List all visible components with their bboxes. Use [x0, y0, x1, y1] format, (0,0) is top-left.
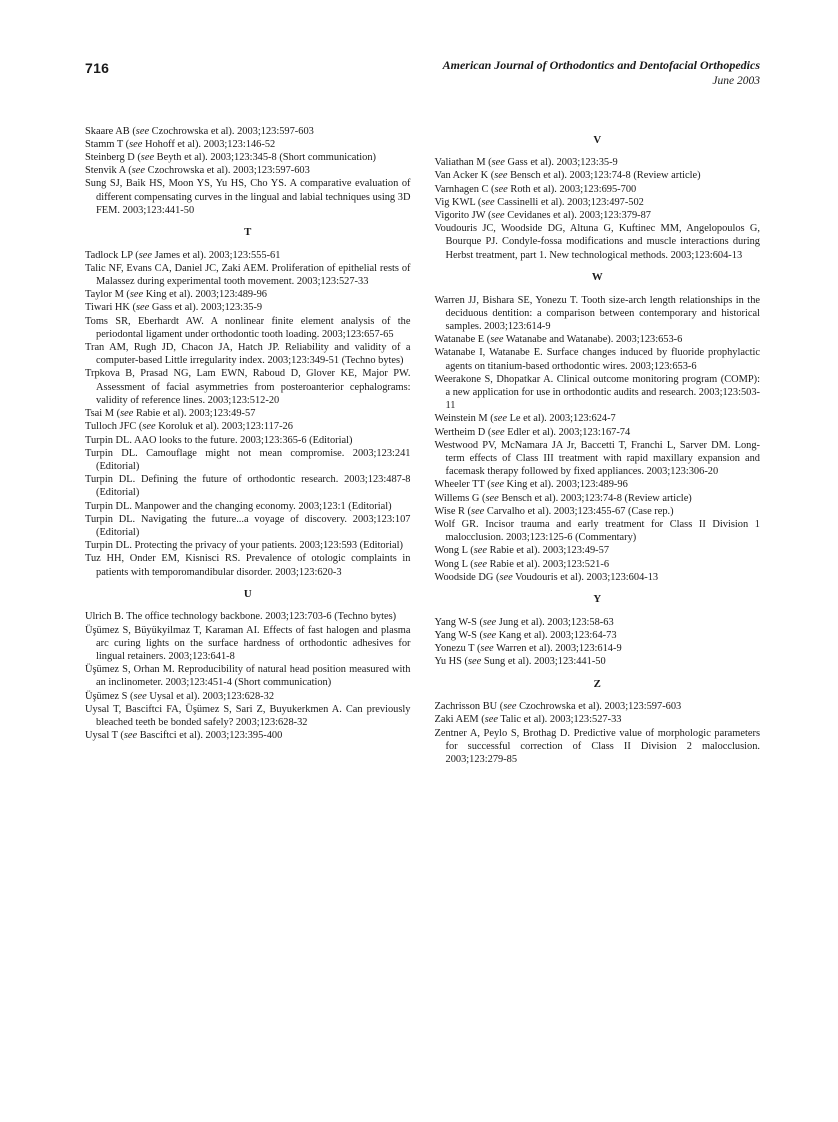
index-entry: Westwood PV, McNamara JA Jr, Baccetti T, Franchi L, Sarver DM. Long-term effects of Class III treatment with rapid maxillary expansion and facemask therapy followed by fixed appliances. 2003;123:306-20 [434, 439, 760, 478]
index-entry: Zachrisson BU (see Czochrowska et al). 2003;123:597-603 [434, 701, 682, 713]
index-entry: Sung SJ, Baik HS, Moon YS, Yu HS, Cho YS. A comparative evaluation of different compensating curves in the lingual and labial techniques using 3D FEM. 2003;123:441-50 [85, 178, 411, 216]
index-entry: Tuz HH, Onder EM, Kisnisci RS. Prevalence of otologic complaints in patients with temporomandibular disorder. 2003;123:620-3 [85, 553, 411, 578]
index-entry: Zaki AEM (see Talic et al). 2003;123:527-33 [434, 714, 622, 726]
index-entry: Tiwari HK (see Gass et al). 2003;123:35-9 [85, 302, 263, 314]
index-entry: Wertheim D (see Edler et al). 2003;123:167-74 [434, 426, 631, 438]
index-entry: Yang W-S (see Kang et al). 2003;123:64-73 [434, 629, 617, 641]
section-letter-Z: Z [593, 677, 601, 690]
index-column-left [85, 125, 411, 767]
index-entry: Wong L (see Rabie et al). 2003;123:49-57 [434, 545, 610, 557]
section-letter-W: W [591, 270, 603, 283]
journal-block [443, 58, 760, 89]
index-entry: Valiathan M (see Gass et al). 2003;123:35-9 [434, 157, 618, 169]
index-entry: Uysal T (see Basciftci et al). 2003;123:395-400 [85, 730, 283, 742]
index-entry: Weerakone S, Dhopatkar A. Clinical outcome monitoring program (COMP): a new application for use in orthodontic audits and research. 2003;123:503-11 [434, 373, 760, 412]
index-entry: Toms SR, Eberhardt AW. A nonlinear finite element analysis of the periodontal ligament under orthodontic tooth loading. 2003;123:657-65 [85, 315, 411, 340]
running-head [85, 58, 760, 89]
index-entry: Watanabe I, Watanabe E. Surface changes induced by fluoride prophylactic agents on titanium-based orthodontic wires. 2003;123:653-6 [434, 347, 760, 372]
index-entry: Trpkova B, Prasad NG, Lam EWN, Raboud D, Glover KE, Major PW. Assessment of facial asymmetries from posteroanterior cephalograms: validity of reference lines. 2003;123:512-20 [85, 368, 411, 406]
index-entry: Yu HS (see Sung et al). 2003;123:441-50 [434, 656, 606, 668]
index-entry: Vig KWL (see Cassinelli et al). 2003;123:497-502 [434, 196, 644, 208]
index-entry: Turpin DL. Manpower and the changing economy. 2003;123:1 (Editorial) [85, 500, 392, 512]
index-entry: Varnhagen C (see Roth et al). 2003;123:695-700 [434, 183, 637, 195]
section-letter-T: T [244, 225, 252, 238]
index-entry: Wise R (see Carvalho et al). 2003;123:455-67 (Case rep.) [434, 505, 674, 517]
index-entry: Tulloch JFC (see Koroluk et al). 2003;123:117-26 [85, 421, 293, 433]
index-entry: Turpin DL. Navigating the future...a voyage of discovery. 2003;123:107 (Editorial) [85, 513, 411, 538]
index-entry: Uysal T, Basciftci FA, Üşümez S, Sari Z, Buyukerkmen A. Can previously bleached teeth be bonded safely? 2003;123:628-32 [85, 703, 411, 729]
index-entry: Üşümez S, Orhan M. Reproducibility of natural head position measured with an inclinometer. 2003;123:451-4 (Short communication) [85, 664, 411, 689]
index-entry: Vigorito JW (see Cevidanes et al). 2003;123:379-87 [434, 210, 651, 222]
index-entry: Yonezu T (see Warren et al). 2003;123:614-9 [434, 643, 622, 655]
index-entry: Wolf GR. Incisor trauma and early treatment for Class II Division 1 malocclusion. 2003;123:125-6 (Commentary) [434, 519, 760, 544]
index-entry: Woodside DG (see Voudouris et al). 2003;123:604-13 [434, 571, 659, 583]
index-entry: Wong L (see Rabie et al). 2003;123:521-6 [434, 558, 610, 570]
index-entry: Turpin DL. AAO looks to the future. 2003;123:365-6 (Editorial) [85, 434, 353, 446]
index-entry: Van Acker K (see Bensch et al). 2003;123:74-8 (Review article) [434, 170, 701, 182]
author-index [85, 125, 760, 767]
index-entry: Watanabe E (see Watanabe and Watanabe). 2003;123:653-6 [434, 334, 683, 346]
index-entry: Willems G (see Bensch et al). 2003;123:74-8 (Review article) [434, 492, 692, 504]
index-entry: Yang W-S (see Jung et al). 2003;123:58-63 [434, 616, 614, 628]
section-letter-V: V [593, 133, 602, 146]
page-number: 716 [85, 60, 110, 76]
index-entry: Steinberg D (see Beyth et al). 2003;123:345-8 (Short communication) [85, 151, 376, 163]
index-entry: Warren JJ, Bishara SE, Yonezu T. Tooth size-arch length relationships in the deciduous dentition: a comparison between contemporary and historical samples. 2003;123:614-9 [434, 294, 760, 332]
section-letter-Y: Y [593, 593, 602, 606]
index-entry: Zentner A, Peylo S, Brothag D. Predictive value of morphologic parameters for successful correction of Class II Division 2 malocclusion. 2003;123:279-85 [434, 727, 760, 766]
issue-date: June 2003 [712, 74, 760, 87]
index-entry: Tran AM, Rugh JD, Chacon JA, Hatch JP. Reliability and validity of a computer-based Little irregularity index. 2003;123:349-51 (Techno bytes) [85, 342, 411, 367]
index-entry: Turpin DL. Protecting the privacy of your patients. 2003;123:593 (Editorial) [85, 540, 403, 552]
index-entry: Üşümez S (see Uysal et al). 2003;123:628-32 [85, 690, 275, 702]
index-entry: Wheeler TT (see King et al). 2003;123:489-96 [434, 479, 628, 491]
section-letter-U: U [243, 587, 252, 600]
index-entry: Ulrich B. The office technology backbone. 2003;123:703-6 (Techno bytes) [85, 611, 397, 623]
index-entry: Tsai M (see Rabie et al). 2003;123:49-57 [85, 408, 256, 420]
index-entry: Stamm T (see Hohoff et al). 2003;123:146-52 [85, 138, 276, 150]
index-column-right [435, 125, 761, 767]
index-entry: Stenvik A (see Czochrowska et al). 2003;123:597-603 [85, 165, 310, 177]
index-entry: Tadlock LP (see James et al). 2003;123:555-61 [85, 249, 281, 261]
index-entry: Üşümez S, Büyükyilmaz T, Karaman AI. Effects of fast halogen and plasma arc curing lights on the surface hardness of orthodontic adhesives for lingual retainers. 2003;123:641-8 [85, 624, 411, 663]
index-entry: Talic NF, Evans CA, Daniel JC, Zaki AEM. Proliferation of epithelial rests of Malassez during experimental tooth movement. 2003;123:527-33 [85, 262, 411, 288]
index-entry: Skaare AB (see Czochrowska et al). 2003;123:597-603 [85, 125, 314, 137]
journal-title: American Journal of Orthodontics and Dentofacial Orthopedics [442, 58, 760, 72]
index-entry: Turpin DL. Defining the future of orthodontic research. 2003;123:487-8 (Editorial) [85, 474, 411, 499]
index-entry: Weinstein M (see Le et al). 2003;123:624-7 [434, 413, 616, 425]
index-entry: Taylor M (see King et al). 2003;123:489-96 [85, 289, 267, 301]
index-entry: Voudouris JC, Woodside DG, Altuna G, Kuftinec MM, Angelopoulos G, Bourque PJ. Condyle-fossa modifications and muscle interactions during Herbst treatment, part 1. New technological methods. 2003;123:604-13 [434, 223, 760, 261]
index-entry: Turpin DL. Camouflage might not mean compromise. 2003;123:241 (Editorial) [85, 447, 411, 472]
